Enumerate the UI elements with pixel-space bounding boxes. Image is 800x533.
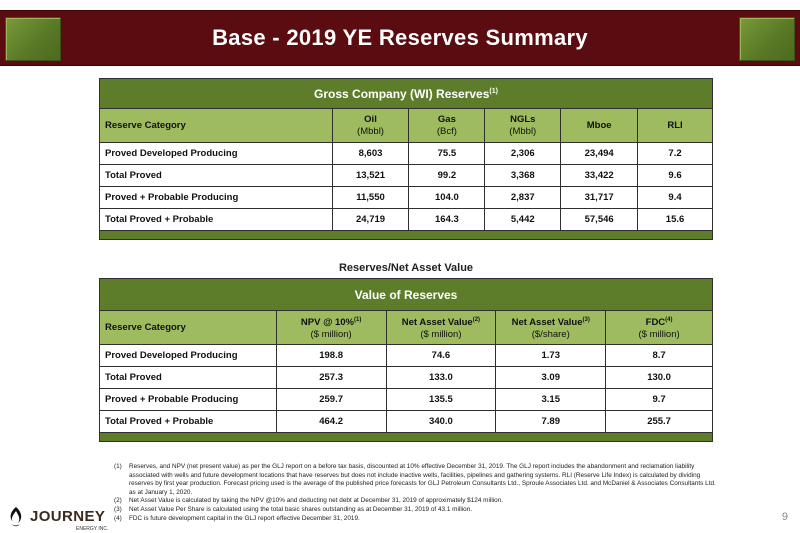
row-category: Proved Developed Producing [100, 345, 277, 367]
col-nav-million: Net Asset Value$^{(2)}$ ($ million) [386, 311, 496, 345]
cell-ngls: 2,306 [485, 143, 561, 165]
row-category: Total Proved [100, 165, 333, 187]
table-row [100, 187, 713, 209]
logo-subtitle: ENERGY INC. [76, 526, 109, 532]
cell-ngls: 5,442 [485, 209, 561, 231]
cell-gas: 75.5 [409, 143, 485, 165]
col-reserve-category: Reserve Category [100, 109, 333, 143]
cell-rli: 15.6 [638, 209, 713, 231]
cell-oil: 13,521 [332, 165, 409, 187]
row-category: Total Proved + Probable [100, 411, 277, 433]
cell-nav-million: 133.0 [386, 367, 496, 389]
cell-rli: 9.4 [638, 187, 713, 209]
table-row [100, 143, 713, 165]
cell-mboe: 33,422 [561, 165, 638, 187]
cell-oil: 24,719 [332, 209, 409, 231]
cell-npv: 464.2 [276, 411, 386, 433]
col-nav-per-share: Net Asset Value$^{(3)}$ ($/share) [496, 311, 606, 345]
table-row [100, 389, 713, 411]
col-mboe: Mboe [561, 109, 638, 143]
cell-fdc: 8.7 [606, 345, 713, 367]
col-ngls: NGLs (Mbbl) [485, 109, 561, 143]
journey-logo [6, 506, 136, 532]
col-rli: RLI [638, 109, 713, 143]
table-row [100, 367, 713, 389]
cell-npv: 198.8 [276, 345, 386, 367]
cell-oil: 8,603 [332, 143, 409, 165]
footnote: (3) Net Asset Value Per Share is calculated using the total basic shares outstanding as at December 31, 2019 of 43.1 million. [114, 505, 473, 513]
title-banner [0, 10, 800, 66]
table-row [100, 345, 713, 367]
journey-logo-icon [6, 506, 26, 528]
cell-mboe: 23,494 [561, 143, 638, 165]
value-table-title: Value of Reserves [100, 279, 713, 311]
table-row [100, 411, 713, 433]
col-oil: Oil (Mbbl) [332, 109, 409, 143]
cell-nav-per-share: 7.89 [496, 411, 606, 433]
cell-mboe: 57,546 [561, 209, 638, 231]
page-number: 9 [781, 511, 788, 523]
cell-gas: 164.3 [409, 209, 485, 231]
table-footer-bar [100, 433, 713, 442]
footnotes [114, 463, 724, 523]
row-category: Proved + Probable Producing [100, 187, 333, 209]
section-caption: Reserves/Net Asset Value [338, 262, 474, 274]
cell-nav-per-share: 1.73 [496, 345, 606, 367]
row-category: Total Proved [100, 367, 277, 389]
footnote: (2) Net Asset Value is calculated by taking the NPV @10% and deducting net debt at December 31, 2019 of approximately $124 million. [114, 497, 504, 505]
cell-npv: 257.3 [276, 367, 386, 389]
cell-fdc: 255.7 [606, 411, 713, 433]
page-title: Base - 2019 YE Reserves Summary [212, 25, 588, 50]
cell-rli: 7.2 [638, 143, 713, 165]
cell-gas: 104.0 [409, 187, 485, 209]
row-category: Total Proved + Probable [100, 209, 333, 231]
reserves-table-title: Gross Company (WI) Reserves$^{(1)}$ [100, 79, 713, 109]
table-row [100, 165, 713, 187]
cell-rli: 9.6 [638, 165, 713, 187]
cell-npv: 259.7 [276, 389, 386, 411]
col-gas: Gas (Bcf) [409, 109, 485, 143]
cell-nav-million: 340.0 [386, 411, 496, 433]
col-reserve-category: Reserve Category [100, 311, 277, 345]
row-category: Proved + Probable Producing [100, 389, 277, 411]
row-category: Proved Developed Producing [100, 143, 333, 165]
table-footer-bar [100, 231, 713, 240]
cell-ngls: 2,837 [485, 187, 561, 209]
col-npv: NPV @ 10%$^{(1)}$ ($ million) [276, 311, 386, 345]
cell-fdc: 130.0 [606, 367, 713, 389]
banner-right-square [739, 17, 795, 61]
footnote: (4) FDC is future development capital in the GLJ report effective December 31, 2019. [114, 514, 360, 522]
cell-nav-million: 135.5 [386, 389, 496, 411]
value-of-reserves-table [99, 278, 713, 442]
cell-nav-million: 74.6 [386, 345, 496, 367]
cell-mboe: 31,717 [561, 187, 638, 209]
cell-nav-per-share: 3.09 [496, 367, 606, 389]
footnote: (1) Reserves, and NPV (net present value) as per the GLJ report on a before tax basis, discounted at 10% effective December 31, 2019. The GLJ report includes the abandonment and reclamation liability associated with wells and future development locations that have reserves but does not include inactive wells, facilities, pipelines and gathering systems. RLI (Reserve Life Index) is calculated by dividing reserves by first year production. Forecast pricing used is the average of the published price forecasts for GLJ Petroleum Consultants Ltd., Sproule Associates Ltd. and McDaniel & Associates Consultants Ltd. as at January 1, 2020. [114, 463, 716, 496]
reserves-table [99, 78, 713, 240]
col-fdc: FDC$^{(4)}$ ($ million) [606, 311, 713, 345]
logo-wordmark: JOURNEY [30, 508, 106, 525]
cell-ngls: 3,368 [485, 165, 561, 187]
cell-oil: 11,550 [332, 187, 409, 209]
cell-fdc: 9.7 [606, 389, 713, 411]
table-row [100, 209, 713, 231]
cell-gas: 99.2 [409, 165, 485, 187]
cell-nav-per-share: 3.15 [496, 389, 606, 411]
